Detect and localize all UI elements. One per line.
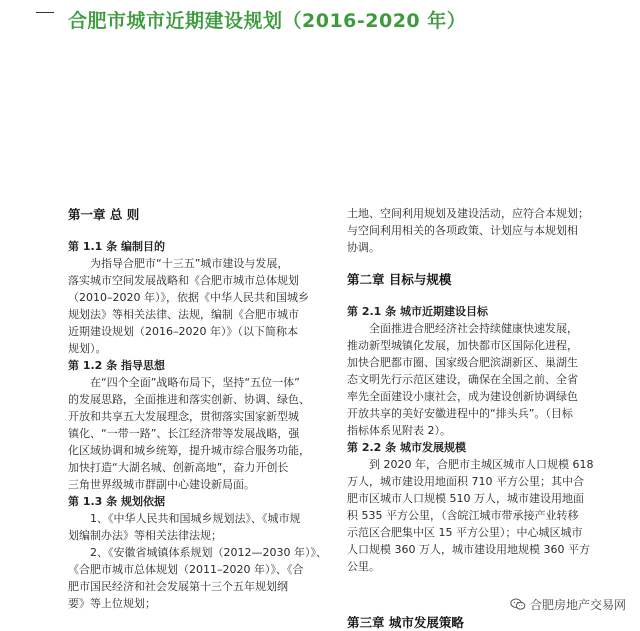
paragraph-line: 人口规模 360 万人，城市建设用地规模 360 平方 (347, 543, 590, 556)
paragraph-line: 与空间利用相关的各项政策、计划应与本规划相 (347, 224, 578, 237)
watermark-label: 合肥房地产交易网 (529, 598, 626, 612)
chapter-2-heading: 第二章 目标与规模 (347, 272, 452, 287)
paragraph-line: 公里。 (347, 560, 380, 573)
paragraph-line: 规划法》等相关法律、法规，编制《合肥市城市 (68, 308, 299, 321)
paragraph-line: 为指导合肥市“十三五”城市建设与发展， (90, 257, 289, 270)
paragraph-line: 划编制办法》等相关法律法规； (68, 529, 222, 542)
paragraph-line: 推动新型城镇化发展，加快都市区国际化进程， (347, 339, 578, 352)
paragraph-line: 万人，城市建设用地面积 710 平方公里；其中合 (347, 475, 584, 488)
paragraph-line: 指标体系见附表 2）。 (347, 424, 451, 437)
paragraph-line: 协调。 (347, 241, 380, 254)
paragraph-line: 在“四个全面”战略布局下，坚持“五位一体” (90, 376, 300, 389)
paragraph-line: 积 535 平方公里，（含皖江城市带承接产业转移 (347, 509, 579, 522)
paragraph-line: （2010–2020 年）》，依据《中华人民共和国城乡 (68, 291, 309, 304)
paragraph-line: 2、《安徽省城镇体系规划（2012—2030 年）》、 (90, 546, 327, 559)
paragraph-line: 三角世界级城市群副中心建设新局面。 (68, 478, 255, 491)
paragraph-line: 全面推进合肥经济社会持续健康快速发展， (369, 322, 578, 335)
paragraph-line: 态文明先行示范区建设，确保在全国之前、全省 (347, 373, 578, 386)
article-1-2-heading: 第 1.2 条 指导思想 (68, 359, 165, 372)
paragraph-line: 开放和共享五大发展理念，贯彻落实国家新型城 (68, 410, 299, 423)
article-1-1-heading: 第 1.1 条 编制目的 (68, 240, 165, 253)
page-title: 合肥市城市近期建设规划（2016-2020 年） (68, 10, 467, 32)
paragraph-line: 《合肥市城市总体规划（2011–2020 年）》、《合 (68, 563, 304, 576)
chapter-3-heading-cut: 第三章 城市发展策略 (347, 615, 464, 630)
watermark (506, 595, 630, 614)
paragraph-line: 的发展思路，全面推进和落实创新、协调、绿色、 (68, 393, 310, 406)
paragraph-line: 率先全面建设小康社会，成为建设创新协调绿色 (347, 390, 578, 403)
paragraph-line: 肥市国民经济和社会发展第十三个五年规划纲 (68, 580, 288, 593)
paragraph-line: 加快打造“大湖名城、创新高地”，奋力开创长 (68, 461, 289, 474)
right-column (347, 205, 609, 575)
paragraph-line: 近期建设规划（2016–2020 年）》（以下简称本 (68, 325, 298, 338)
paragraph-line: 镇化、“一带一路”、长江经济带等发展战略，强 (68, 427, 300, 440)
article-2-1-heading: 第 2.1 条 城市近期建设目标 (347, 305, 488, 318)
wechat-icon (510, 598, 526, 611)
paragraph-line: 1、《中华人民共和国城乡规划法》、《城市规 (90, 512, 301, 525)
paragraph-line: 开放共享的美好安徽进程中的“排头兵”。（目标 (347, 407, 573, 420)
paragraph-line: 落实城市空间发展战略和《合肥市城市总体规划 (68, 274, 299, 287)
left-column (68, 205, 330, 612)
paragraph-line: 加快合肥都市圈、国家级合肥滨湖新区、巢湖生 (347, 356, 578, 369)
article-2-2-heading: 第 2.2 条 城市发展规模 (347, 441, 466, 454)
paragraph-line: 要》等上位规划； (68, 597, 156, 610)
paragraph-line: 示范区合肥集中区 15 平方公里）；中心城区城市 (347, 526, 583, 539)
top-rule (36, 12, 54, 13)
paragraph-line: 肥市区城市人口规模 510 万人，城市建设用地面 (347, 492, 584, 505)
chapter-1-heading: 第一章 总 则 (68, 207, 140, 222)
paragraph-line: 化区域协调和城乡统筹，提升城市综合服务功能， (68, 444, 310, 457)
article-1-3-heading: 第 1.3 条 规划依据 (68, 495, 165, 508)
paragraph-line: 规划）。 (68, 342, 107, 355)
paragraph-line: 土地、空间利用规划及建设活动，应符合本规划； (347, 207, 589, 220)
paragraph-line: 到 2020 年，合肥市主城区城市人口规模 618 (369, 458, 594, 471)
